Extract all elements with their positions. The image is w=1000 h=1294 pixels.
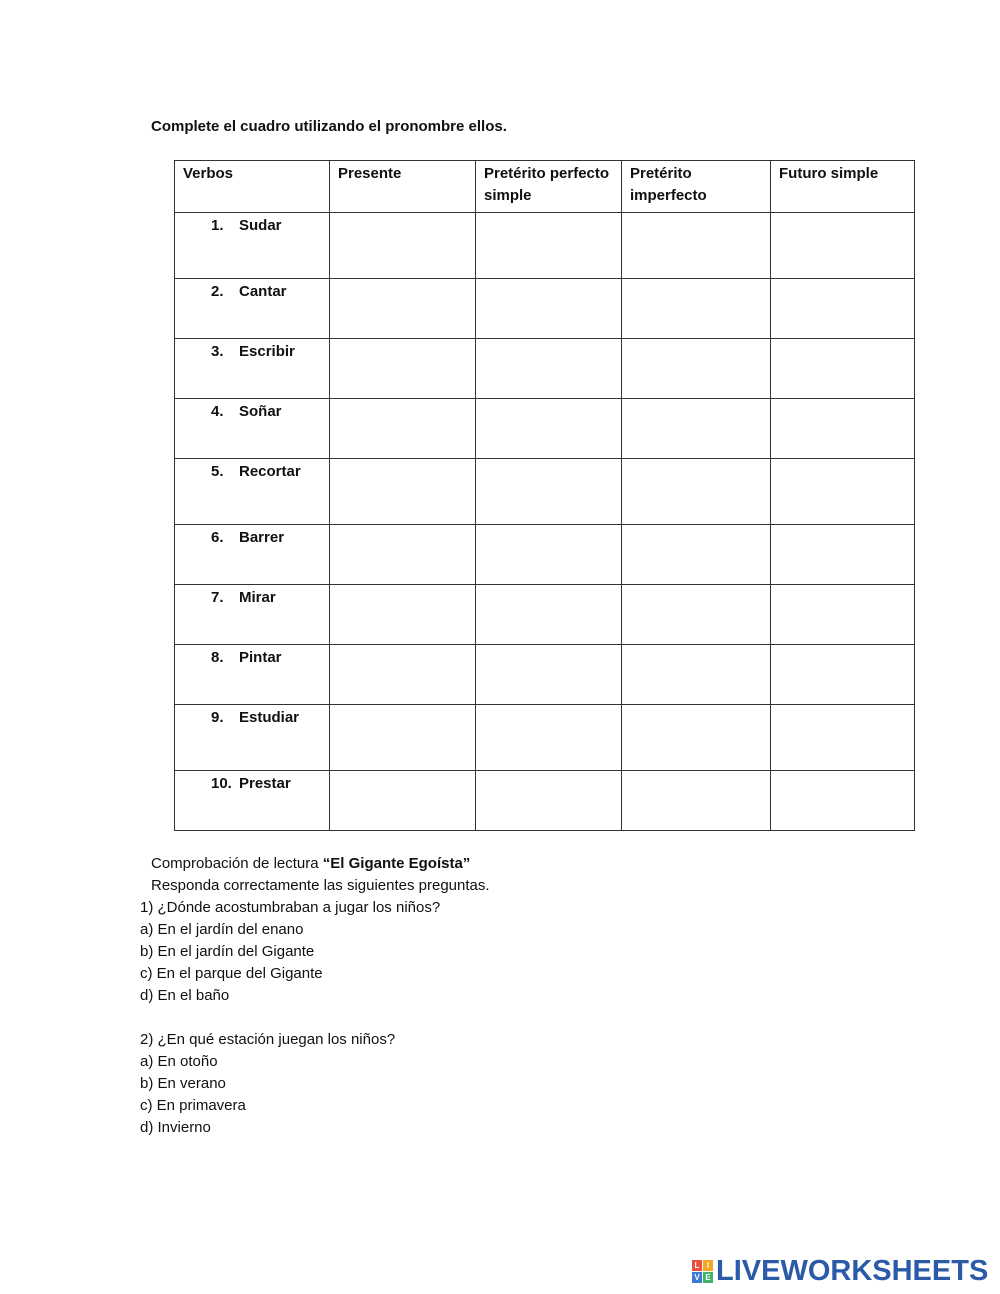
header-preterito-imperfecto: Pretérito imperfecto <box>622 161 771 213</box>
verb-number: 7. <box>211 589 224 606</box>
answer-cell-presente[interactable] <box>330 339 476 399</box>
header-presente: Presente <box>330 161 476 213</box>
verb-label: Prestar <box>239 775 291 792</box>
verb-cell <box>175 585 330 645</box>
answer-cell-preterito-perfecto[interactable] <box>476 525 622 585</box>
verb-cell <box>175 771 330 831</box>
verb-cell <box>175 459 330 525</box>
verb-cell <box>175 645 330 705</box>
answer-cell-presente[interactable] <box>330 459 476 525</box>
question-1-option-c[interactable]: c) En el parque del Gigante <box>140 965 323 982</box>
answer-cell-futuro-simple[interactable] <box>771 399 915 459</box>
verb-cell <box>175 339 330 399</box>
liveworksheets-icon: L I V E <box>692 1260 713 1283</box>
answer-cell-futuro-simple[interactable] <box>771 279 915 339</box>
verb-label: Sudar <box>239 217 282 234</box>
verb-label: Soñar <box>239 403 282 420</box>
answer-cell-presente[interactable] <box>330 585 476 645</box>
answer-cell-preterito-perfecto[interactable] <box>476 459 622 525</box>
answer-cell-presente[interactable] <box>330 525 476 585</box>
reading-title: Comprobación de lectura “El Gigante Egoísta” <box>151 855 471 872</box>
logo-text: LIVEWORKSHEETS <box>716 1255 989 1287</box>
verb-cell <box>175 279 330 339</box>
table-row <box>175 585 915 645</box>
answer-cell-presente[interactable] <box>330 705 476 771</box>
reading-instruction: Responda correctamente las siguientes preguntas. <box>151 877 490 894</box>
answer-cell-preterito-perfecto[interactable] <box>476 213 622 279</box>
answer-cell-preterito-imperfecto[interactable] <box>622 213 771 279</box>
table-row <box>175 279 915 339</box>
answer-cell-presente[interactable] <box>330 771 476 831</box>
answer-cell-preterito-imperfecto[interactable] <box>622 585 771 645</box>
verb-number: 8. <box>211 649 224 666</box>
question-2-option-d[interactable]: d) Invierno <box>140 1119 211 1136</box>
answer-cell-futuro-simple[interactable] <box>771 339 915 399</box>
answer-cell-futuro-simple[interactable] <box>771 525 915 585</box>
question-2-option-c[interactable]: c) En primavera <box>140 1097 246 1114</box>
story-title: “El Gigante Egoísta” <box>322 855 471 872</box>
verb-label: Estudiar <box>239 709 300 726</box>
answer-cell-preterito-perfecto[interactable] <box>476 771 622 831</box>
answer-cell-presente[interactable] <box>330 213 476 279</box>
answer-cell-preterito-perfecto[interactable] <box>476 339 622 399</box>
verb-number: 4. <box>211 403 224 420</box>
verb-cell <box>175 705 330 771</box>
question-2: 2) ¿En qué estación juegan los niños? <box>140 1031 396 1048</box>
answer-cell-futuro-simple[interactable] <box>771 645 915 705</box>
question-2-option-a[interactable]: a) En otoño <box>140 1053 218 1070</box>
answer-cell-futuro-simple[interactable] <box>771 771 915 831</box>
answer-cell-preterito-perfecto[interactable] <box>476 705 622 771</box>
instruction-text: Complete el cuadro utilizando el pronombre ellos. <box>151 118 507 135</box>
verb-number: 1. <box>211 217 224 234</box>
answer-cell-futuro-simple[interactable] <box>771 459 915 525</box>
verb-cell <box>175 399 330 459</box>
answer-cell-presente[interactable] <box>330 279 476 339</box>
verb-number: 6. <box>211 529 224 546</box>
header-preterito-perfecto: Pretérito perfecto simple <box>476 161 622 213</box>
answer-cell-futuro-simple[interactable] <box>771 705 915 771</box>
table-row <box>175 705 915 771</box>
answer-cell-presente[interactable] <box>330 645 476 705</box>
verb-number: 3. <box>211 343 224 360</box>
header-verbos: Verbos <box>175 161 330 213</box>
verb-number: 10. <box>211 775 232 792</box>
question-2-option-b[interactable]: b) En verano <box>140 1075 226 1092</box>
table-header-row <box>175 161 915 213</box>
answer-cell-preterito-imperfecto[interactable] <box>622 279 771 339</box>
answer-cell-futuro-simple[interactable] <box>771 585 915 645</box>
answer-cell-futuro-simple[interactable] <box>771 213 915 279</box>
table-row <box>175 339 915 399</box>
table-row <box>175 213 915 279</box>
answer-cell-preterito-perfecto[interactable] <box>476 645 622 705</box>
liveworksheets-logo <box>692 1255 988 1288</box>
verb-number: 2. <box>211 283 224 300</box>
answer-cell-presente[interactable] <box>330 399 476 459</box>
table-row <box>175 459 915 525</box>
verb-label: Recortar <box>239 463 301 480</box>
verb-cell <box>175 525 330 585</box>
verb-label: Escribir <box>239 343 295 360</box>
answer-cell-preterito-perfecto[interactable] <box>476 585 622 645</box>
reading-section <box>0 853 1000 1139</box>
answer-cell-preterito-imperfecto[interactable] <box>622 525 771 585</box>
verb-label: Pintar <box>239 649 282 666</box>
table-row <box>175 645 915 705</box>
answer-cell-preterito-imperfecto[interactable] <box>622 645 771 705</box>
table-row <box>175 771 915 831</box>
table-row <box>175 399 915 459</box>
verb-label: Barrer <box>239 529 285 546</box>
question-1-option-d[interactable]: d) En el baño <box>140 987 230 1004</box>
answer-cell-preterito-imperfecto[interactable] <box>622 771 771 831</box>
header-futuro-simple: Futuro simple <box>771 161 915 213</box>
answer-cell-preterito-perfecto[interactable] <box>476 399 622 459</box>
table-row <box>175 525 915 585</box>
verb-number: 9. <box>211 709 224 726</box>
answer-cell-preterito-imperfecto[interactable] <box>622 339 771 399</box>
question-1: 1) ¿Dónde acostumbraban a jugar los niños? <box>140 899 441 916</box>
question-1-option-b[interactable]: b) En el jardín del Gigante <box>140 943 315 960</box>
verb-number: 5. <box>211 463 224 480</box>
answer-cell-preterito-imperfecto[interactable] <box>622 459 771 525</box>
verb-label: Cantar <box>239 283 287 300</box>
question-1-option-a[interactable]: a) En el jardín del enano <box>140 921 304 938</box>
answer-cell-preterito-perfecto[interactable] <box>476 279 622 339</box>
verb-label: Mirar <box>239 589 276 606</box>
verb-cell <box>175 213 330 279</box>
answer-cell-preterito-imperfecto[interactable] <box>622 705 771 771</box>
answer-cell-preterito-imperfecto[interactable] <box>622 399 771 459</box>
conjugation-table <box>174 160 915 831</box>
